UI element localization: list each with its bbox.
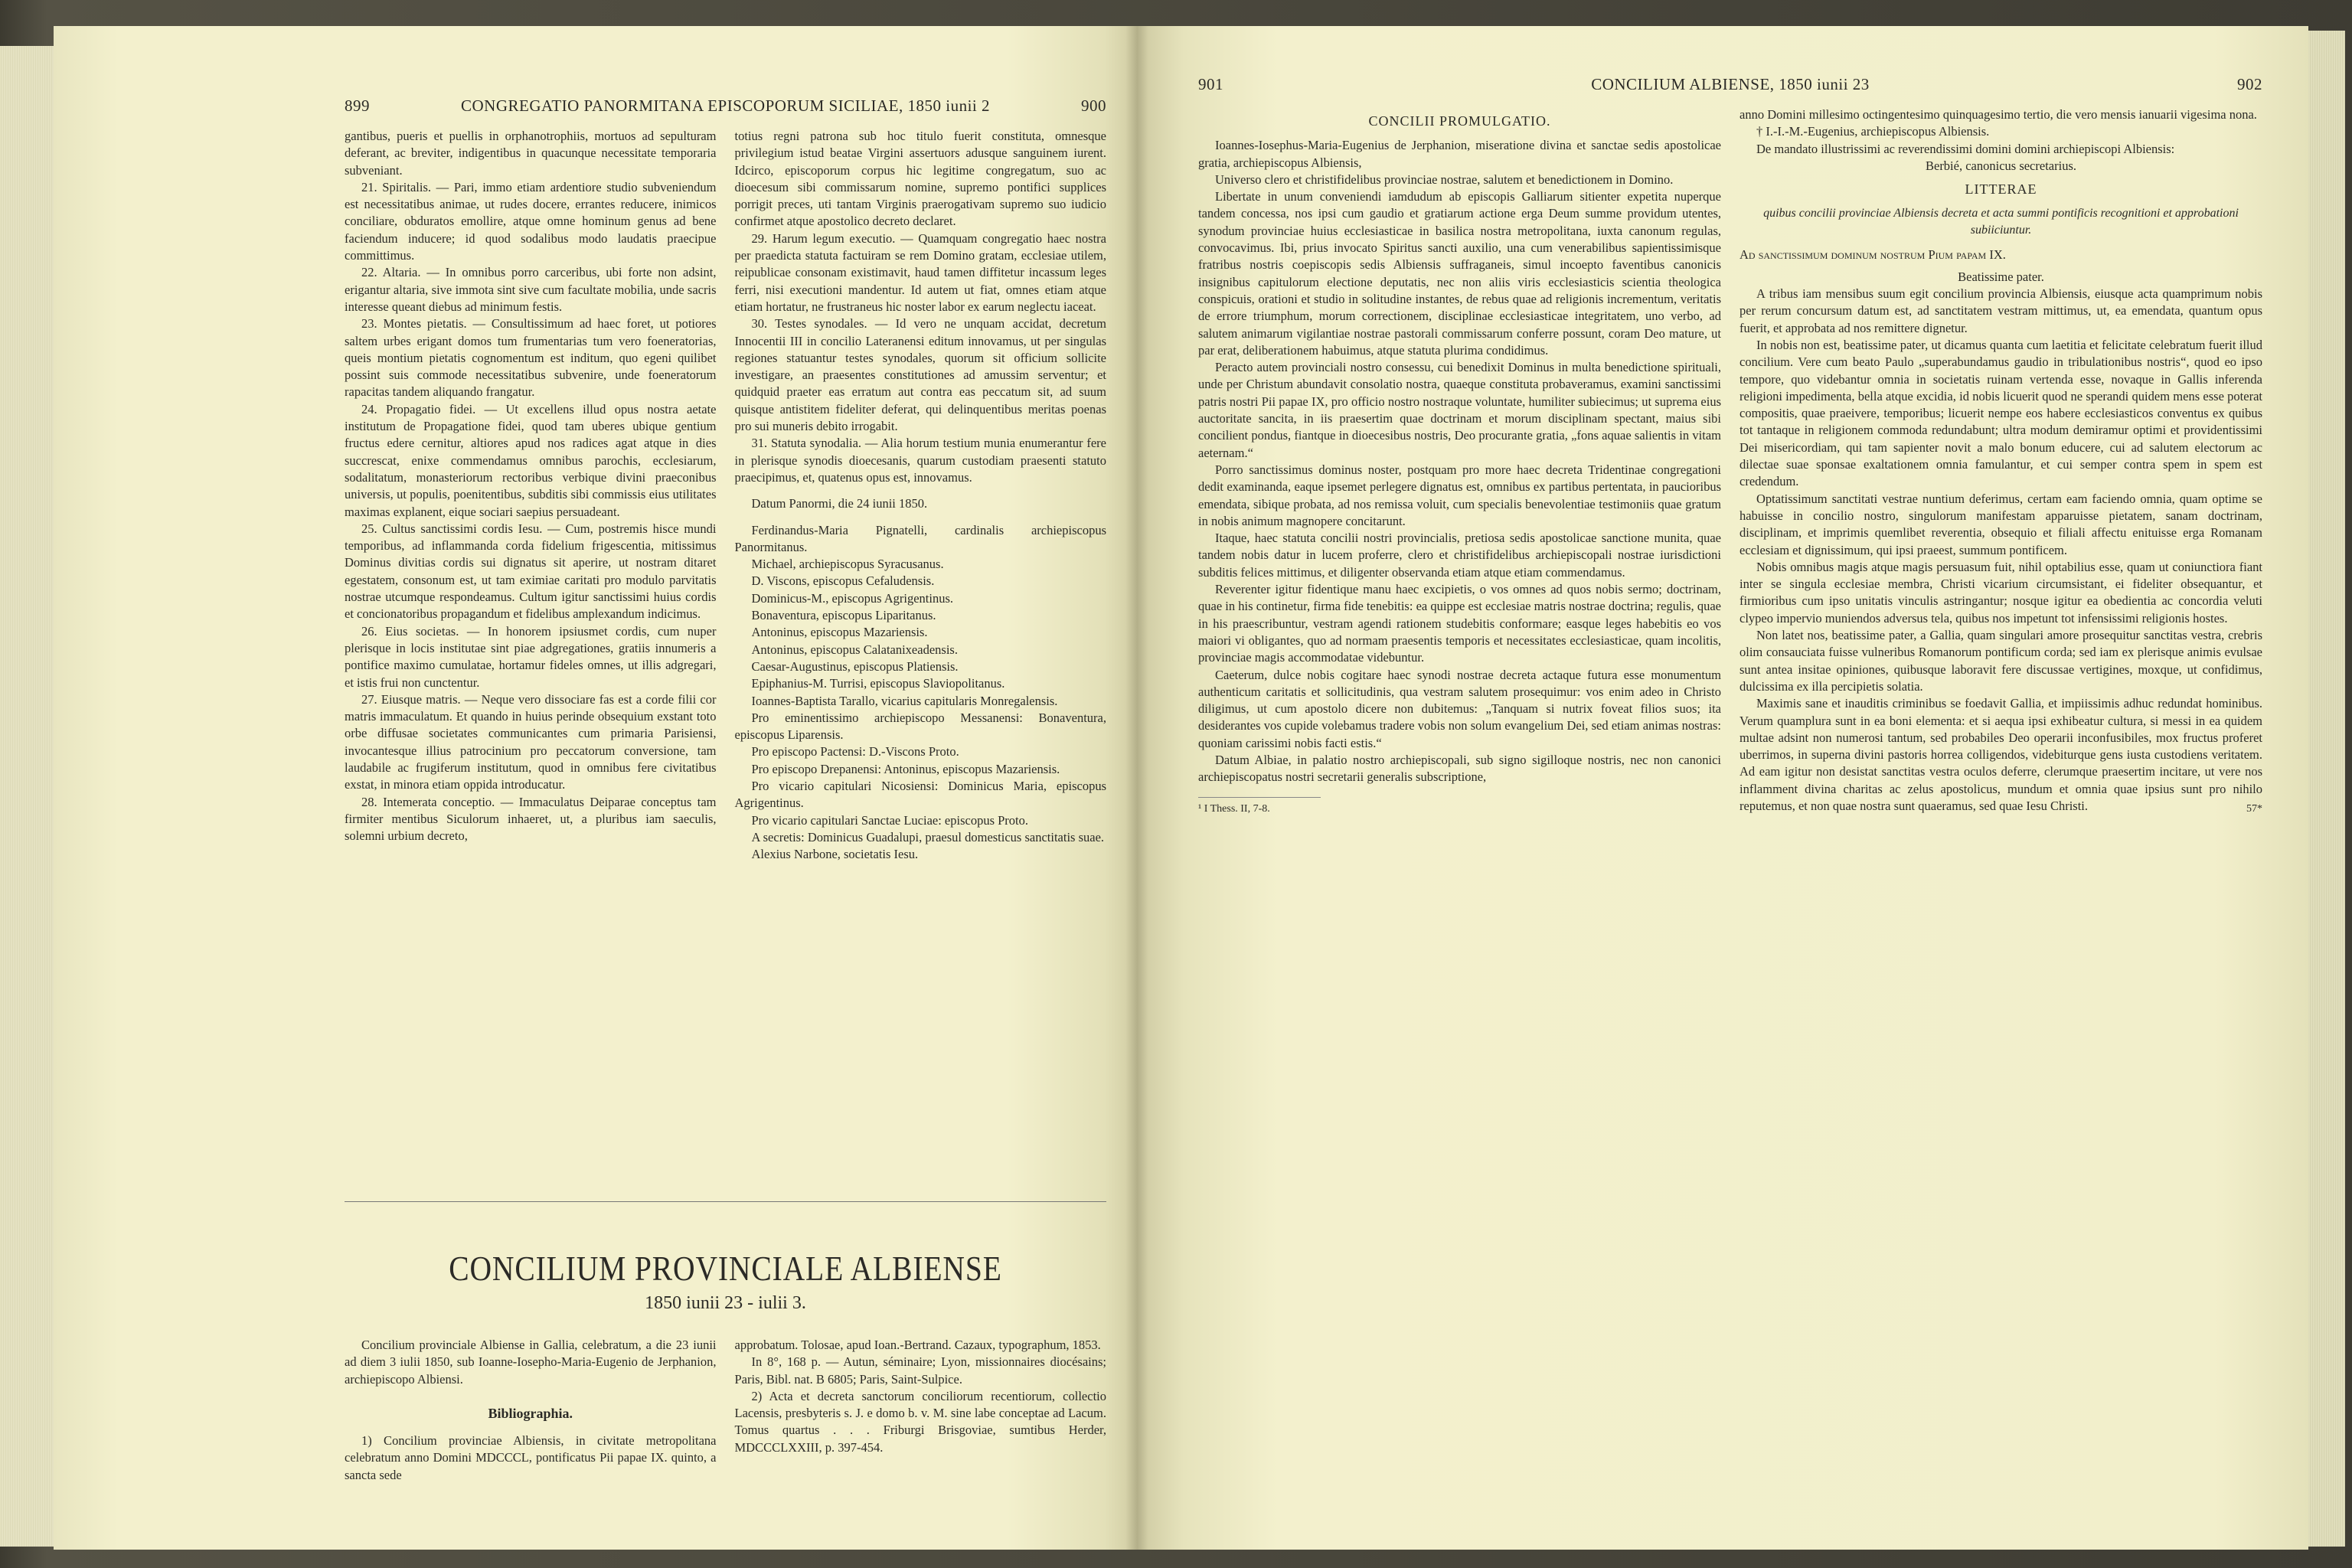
right-running-title: CONCILIUM ALBIENSE, 1850 iunii 23 <box>1591 75 1870 93</box>
signature: Berbié, canonicus secretarius. <box>1925 158 2076 173</box>
right-column-1 <box>1198 106 1721 1530</box>
paragraph: 31. Statuta synodalia. — Alia horum testium munia enumerantur fere in plerisque synodis dioecesanis, quarum custodiam praesenti statuto praecipimus, et, quatenus opus est, innovamus. <box>734 436 1106 485</box>
paragraph: 26. Eius societas. — In honorem ipsiusmet cordis, cum nuper plerisque in locis institutae sint piae adgregationes, gratiis innumeris a pontifice maximo cumulatae, hortamur fideles omnes, ut illis adgregari, et istis frui non cunctentur. <box>345 623 717 690</box>
section-date: 1850 iunii 23 - iulii 3. <box>645 1293 806 1313</box>
date-line: Datum Panormi, die 24 iunii 1850. <box>751 496 928 511</box>
left-page <box>54 26 1137 1550</box>
paragraph: 25. Cultus sanctissimi cordis Iesu. — Cum, postremis hisce mundi temporibus, ad inflammanda corda fidelium frigescentia, mitissimus Dominus divitias cordis sui dignatus sit aperire, ut nostram ditaret egestatem, consonum est, ut tam eximiae caritati pro modulo parvitatis nostrae utcumque respondeamus. Cultum igitur sanctissimi huius cordis et concionatoribus propagandum et fidelibus amplexandum indicimus. <box>345 521 717 622</box>
bibliography-item: In 8°, 168 p. — Autun, séminaire; Lyon, missionnaires diocésains; Paris, Bibl. nat. B 6805; Paris, Saint-Sulpice. <box>734 1354 1106 1387</box>
signature: Antoninus, episcopus Calatanixeadensis. <box>751 642 958 657</box>
paragraph: 30. Testes synodales. — Id vero ne unquam accidat, decretum Innocentii III in concilio Lateranensi editum innovamus, ut per singulas regiones statuantur testes synodales, quorum sit officium sollicite investigare, an praesentes constitutiones ad amussim serventur; et quidquid praeter eas erratum aut contra eas peccatum sit, ad suum quisque antistitem fideliter deferat, qui delinquentibus meritas poenas pro sui muneris debito irrogabit. <box>734 316 1106 434</box>
signature: Dominicus-M., episcopus Agrigentinus. <box>751 590 954 606</box>
paragraph: Reverenter igitur fidentique manu haec excipietis, o vos omnes ad quos nobis sermo; doctrinam, quae in his continetur, firma fide tenebitis: ea quippe est ecclesiae matris nostrae doctrina; regulis, quae in his praescribuntur, vestram agendi rationem studebitis conformare; easque leges habebitis eo vos maiori vi obligantes, quo ad normam praesentis temporis et necessitates ecclesiasticae, quam incolitis, provinciae magis accommodatae videbuntur. <box>1198 582 1721 665</box>
signature: † I.-I.-M.-Eugenius, archiepiscopus Albiensis. <box>1756 124 1990 139</box>
signature: Bonaventura, episcopus Liparitanus. <box>751 608 936 623</box>
signature: Epiphanius-M. Turrisi, episcopus Slaviopolitanus. <box>751 676 1005 691</box>
paragraph: De mandato illustrissimi ac reverendissimi domini domini archiepiscopi Albiensis: <box>1756 141 2175 156</box>
salutation: Beatissime pater. <box>1958 269 2044 284</box>
bibliography-item: 1) Concilium provinciae Albiensis, in civitate metropolitana celebratum anno Domini MDCCCL, pontificatus Pii papae IX. quinto, a sancta sede <box>345 1433 717 1482</box>
signature: Pro vicario capitulari Sanctae Luciae: episcopus Proto. <box>751 812 1029 828</box>
paragraph: 23. Montes pietatis. — Consultissimum ad haec foret, ut potiores saltem urbes erigant domos tum frumentarias tum vero foeneratorias, queis montium pietatis cognomentum est inditum, quo egeni quilibet possint suis commode necessitatibus subvenire, unde foeneratorum rapacitas tandem aliquando frangatur. <box>345 316 717 400</box>
page-signature-mark: 57* <box>2246 803 2262 815</box>
page-number-899: 899 <box>345 96 370 115</box>
paragraph: anno Domini millesimo octingentesimo quinquagesimo tertio, die vero mensis ianuarii vigesima nona. <box>1740 107 2257 122</box>
signature: A secretis: Dominicus Guadalupi, praesul domesticus sanctitatis suae. <box>751 829 1105 844</box>
promulgatio-heading: CONCILII PROMULGATIO. <box>1368 113 1551 129</box>
paragraph: 28. Intemerata conceptio. — Immaculatus Deiparae conceptus tam firmiter mentibus Siculorum inhaeret, ut, a pluribus iam saeculis, solemni urbium decreto, <box>345 794 717 844</box>
page-edges-left <box>0 46 55 1547</box>
section-title: CONCILIUM PROVINCIALE ALBIENSE <box>449 1249 1002 1288</box>
paragraph: 29. Harum legum executio. — Quamquam congregatio haec nostra per praedicta statuta factuiram se rem Domino gratam, ecclesiae utilem, reipublicae consonam existimavit, haud tamen diffitetur incassum leges ferri, nisi executioni mandentur. Id autem ut fiat, omnes etiam atque etiam hortatur, ne frustraneus hic noster labor ex earum neglectu iaceat. <box>734 230 1106 314</box>
right-column-2 <box>1740 106 2262 1530</box>
paragraph: Universo clero et christifidelibus provinciae nostrae, salutem et benedictionem in Domino. <box>1215 172 1674 187</box>
signature: Michael, archiepiscopus Syracusanus. <box>751 557 944 572</box>
paragraph: Datum Albiae, in palatio nostro archiepiscopali, sub signo sigilloque nostris, nec non canonici archiepiscopatus nostri secretarii generalis subscriptione, <box>1198 752 1721 785</box>
paragraph: Maximis sane et inauditis criminibus se foedavit Gallia, et impiissimis adhuc redundat hominibus. Verum quamplura sunt in ea boni elementa: et si aequa ipsi exhibeatur cultura, si messi in ea quidem multae adsint non numerosi tantum, sed probabiles Deo operarii inconfusibiles, mox fructus proferet uberrimos, in superna divini pastoris horrea colligendos, videbiturque gens iusta custodiens veritatem. Ad eam igitur non desistat sanctitas vestra oculos deferre, clerumque praesertim incitare, ut vere nos inflamment divina charitas ac zelus apostolicus, mundum et omnia quae ipsius sunt pro nihilo reputemus, et non quae nostra sunt quaeramus, sed quae Iesu Christi. <box>1740 696 2262 813</box>
footnote: ¹ I Thess. II, 7-8. <box>1198 797 1321 818</box>
litterae-subheading: quibus concilii provinciae Albiensis decreta et acta summi pontificis recognitioni et approbationi subiiciuntur. <box>1763 207 2239 237</box>
paragraph: Nobis omnibus magis atque magis persuasum fuit, nihil optabilius esse, quam ut coniunctiora fiant inter se singula ecclesiae membra, Christi vicarium circumsistant, ei fideliter obsequantur, et firmioribus cum ipso unitatis vinculis astringantur; nosque igitur ea obedientia ac concordia veluti clypeo impervio muniendos adversus tela, quibus nos impetunt tot infensissimi religionis hostes. <box>1740 559 2262 626</box>
litterae-heading: LITTERAE <box>1965 181 2037 198</box>
left-running-title: CONGREGATIO PANORMITANA EPISCOPORUM SICILIAE, 1850 iunii 2 <box>460 96 990 115</box>
signature: Ferdinandus-Maria Pignatelli, cardinalis archiepiscopus Panormitanus. <box>734 522 1106 554</box>
section-rule <box>345 1201 1106 1202</box>
bibliography-item: approbatum. Tolosae, apud Ioan.-Bertrand. Cazaux, typographum, 1853. <box>734 1338 1101 1352</box>
paragraph: Non latet nos, beatissime pater, a Gallia, quam singulari amore prosequitur sanctitas vestra, crebris olim consauciata fuisse vulneribus Romanorum pontificum corda; sed iam ex plerisque animis evulsae sunt antea insitae opiniones, quibusque laboravit fere discussae vertigines, moxque, ut confidimus, dulcissima ex illa percipietis solatia. <box>1740 628 2262 694</box>
signature: Pro vicario capitulari Nicosiensi: Dominicus Maria, episcopus Agrigentinus. <box>734 778 1106 811</box>
paragraph: Porro sanctissimus dominus noster, postquam pro more haec decreta Tridentinae congregationi dedit examinanda, eaque ipsemet perlegere dignatus est, omnibus ex partibus pertentata, in paucioribus emendata, sibique probata, ad nos remissa voluit, cum specialis benevolentiae testimoniis quae gratum in nobis animum magnopere concitarunt. <box>1198 462 1721 528</box>
bibliography-heading: Bibliographia. <box>488 1405 573 1421</box>
paragraph: Libertate in unum conveniendi iamdudum ab episcopis Galliarum sitienter expetita nuperque tandem concessa, nos ipsi cum gaudio et gratiarum actione erga Deum summe providum utentes, synodum provinciae huius ecclesiasticae in basilica nostra metropolitana, iuxta canonum regulas, convocavimus. Ibi, prius invocato Spiritus sancti auxilio, una cum venerabilibus sapientissimisque fratribus nostris coepiscopis sedis Albiensis suffraganeis, simul incoepto faventibus canonicis insignibus capitulorum electione deputatis, nec non aliis viris ecclesiasticis scientia theologica conspicuis, orationi et studio in solitudine instantes, de rebus quae ad religionis incrementum, veritatis de errore triumphum, morum correctionem, disciplinae ecclesiasticae integritatem, uno verbo, ad salutem animarum vigilantiae nostrae pastorali commissarum conferre possunt, coram Deo mature, ut par erat, deliberationem habuimus, atque statuta plurima condidimus. <box>1198 189 1721 358</box>
paragraph: 27. Eiusque matris. — Neque vero dissociare fas est a corde filii cor matris immaculatum. Et quando in huius perinde obsequium exstant toto orbe diffusae societates communicantes cum primaria Parisiensi, invocantesque illius patrocinium pro peccatorum conversione, tam laudabile ac frugiferum institutum, quod in omnibus fere civitatibus exstat, in minora etiam oppida introducatur. <box>345 691 717 792</box>
left-page-header <box>345 96 1106 128</box>
page-edges-right <box>2307 31 2345 1547</box>
bibliography-column-1 <box>345 1337 717 1484</box>
paragraph: A tribus iam mensibus suum egit concilium provincia Albiensis, eiusque acta quamprimum nobis per rerum concursum datum est, ad sanctitatem vestram mittimus, ut, ea emendata, quantum opus fuerit, et approbata ad nos remittere dignetur. <box>1740 286 2262 335</box>
bibliography-column-2 <box>735 1337 1107 1484</box>
right-page-header <box>1198 75 2262 106</box>
paragraph: Itaque, haec statuta concilii nostri provincialis, pretiosa sedis apostolicae sanctione munita, quae tandem nobis datur in lucem proferre, clero et christifidelibus archiepiscopali nostrae iurisdictioni subditis felices mittimus, et diligenter observanda etiam atque etiam commendamus. <box>1198 531 1721 580</box>
book-spine-shadow <box>1125 26 1148 1550</box>
bibliography-columns <box>345 1337 1106 1484</box>
paragraph: totius regni patrona sub hoc titulo fuerit constituta, omnesque privilegium istud beatae Virgini assertuors adusque sanguinem iurent. Idcirco, episcoporum corpus hic legitime congregatum, suo ac dioecesum sibi commissarum nomine, supremo pontifici supplices porrigit preces, uti tantam Virginis praerogativam supremo suo iudicio confirmet atque apostolico decreto declaret. <box>734 129 1106 229</box>
page-number-900: 900 <box>1080 96 1106 115</box>
signature: Ioannes-Baptista Tarallo, vicarius capitularis Monregalensis. <box>751 693 1058 708</box>
address-line: Ad sanctissimum dominum nostrum Pium papam IX. <box>1740 247 2006 263</box>
page-number-902: 902 <box>2237 75 2262 93</box>
paragraph: 22. Altaria. — In omnibus porro carceribus, ubi forte non adsint, erigantur altaria, sive immota sint sive cum facultate mobilia, unde sacris interesse queant diebus ad minimum festis. <box>345 265 717 314</box>
left-column-1 <box>345 128 717 1184</box>
signature: Alexius Narbone, societatis Iesu. <box>751 847 919 862</box>
right-columns <box>1198 106 2262 1530</box>
paragraph: Caeterum, dulce nobis cogitare haec synodi nostrae decreta actaque futura esse monumentum authenticum caritatis et sollicitudinis, qua vestram salutem prosequimur: vos enim adeo in Christo diligimus, ut cum apostolo dicere non dubitemus: „Tanquam si nutrix foveat filios suos; ita desiderantes vos cupide volebamus tradere vobis non solum evangelium Dei, sed etiam animas nostras: quoniam carissimi nobis facti estis.“ <box>1198 667 1721 750</box>
signature: Pro eminentissimo archiepiscopo Messanensi: Bonaventura, episcopus Liparensis. <box>734 710 1106 743</box>
intro-paragraph: Concilium provinciale Albiense in Gallia, celebratum, a die 23 iunii ad diem 3 iulii 1850, sub Ioanne-Iosepho-Maria-Eugenio de Jerphanion, archiepiscopo Albiensi. <box>345 1338 717 1387</box>
signature: Pro episcopo Drepanensi: Antoninus, episcopus Mazariensis. <box>751 761 1060 776</box>
paragraph: 21. Spiritalis. — Pari, immo etiam ardentiore studio subveniendum est necessitatibus animae, ut rudes docere, errantes reducere, inimicos conciliare, obduratos emollire, atque omne hominum genus ad bene faciendum inducere; id quod sodalibus modo laudatis praecipue committimus. <box>345 179 717 263</box>
signature: D. Viscons, episcopus Cefaludensis. <box>751 573 935 589</box>
signature: Pro episcopo Pactensi: D.-Viscons Proto. <box>751 744 959 760</box>
paragraph: Optatissimum sanctitati vestrae nuntium deferimus, certam eam faciendo omnia, quam optime se habuisse in concilio nostro, singulorum manifestam apparuisse pietatem, sanam doctrinam, disciplinam, et imprimis quemlibet reverentia, obsequio et filiali affectu enituisse erga Romanam ecclesiam et dignissimum, qui ipsi praeest, summum pontificem. <box>1740 491 2262 557</box>
signature: Caesar-Augustinus, episcopus Platiensis. <box>751 658 959 674</box>
left-columns <box>345 128 1106 1184</box>
signature: Antoninus, episcopus Mazariensis. <box>751 625 928 640</box>
right-page <box>1137 26 2308 1550</box>
paragraph: gantibus, pueris et puellis in orphanotrophiis, mortuos ad sepulturam deferant, ac breviter, indigentibus in quacunque necessitate temporaria subveniant. <box>345 129 717 178</box>
page-number-901: 901 <box>1198 75 1223 93</box>
bibliography-item: 2) Acta et decreta sanctorum conciliorum recentiorum, collectio Lacensis, presbyteris s. J. e domo b. v. M. sine labe conceptae ad Lacum. Tomus quartus . . . Friburgi Brisgoviae, sumtibus Herder, MDCCCLXXIII, p. 397-454. <box>734 1388 1106 1455</box>
paragraph: 24. Propagatio fidei. — Ut excellens illud opus nostra aetate institutum de Propagatione fidei, quod tam uberes ubique gentium fructus edere cernitur, altiores apud nos radices agat atque in dies succrescat, enixe commendamus omnibus parochis, ecclesiarum, sodalitatum, monasteriorum rectoribus verbique divini praeconibus universis, ut populis, poenitentibus, subditis sibi commissis eius utilitates maximas explanent, eique sociari saepius persuadeant. <box>345 401 717 519</box>
paragraph: In nobis non est, beatissime pater, ut dicamus quanta cum laetitia et felicitate celebratum fuerit illud concilium. Vere cum beato Paulo „superabundamus gaudio in tribulationibus nostris“, quod eo ipso tempore, quo videbantur omnia in societatis ruinam vertenda esse, novaque in Gallis inferenda religioni impedimenta, bella atque excidia, id nobis licuerit quod ne sperandi quidem mens esse poterat compositis, quae praeivere, temporibus; licuerit nempe eos habere ecclesiasticos conventus ex quibus tot tantaque in religionem commoda redundabunt; ultra modum demiramur optimi et providentissimi Dei misericordiam, qui tam sapienter novit a malo bonum educere, cui ad salutem electorum ac dilectae suae sponsae exaltationem omnia famulantur, et cui semper contra spem in spem est credendum. <box>1740 337 2262 489</box>
left-column-2 <box>735 128 1107 1184</box>
paragraph: Ioannes-Iosephus-Maria-Eugenius de Jerphanion, miseratione divina et sanctae sedis apostolicae gratia, archiepiscopus Albiensis, <box>1198 138 1721 170</box>
paragraph: Peracto autem provinciali nostro consessu, cui benedixit Dominus in multa benedictione spirituali, unde per Christum abundavit consolatio nostra, quaeque constituta probaveramus, examini sanctissimi patris nostri Pii papae IX, pro officio nostro nostraque voluntate, humiliter subiecimus; ut supremа eius auctoritate sancita, in iis praesertim quae doctrinam et morum disciplinam spectant, maius sibi concilient pondus, fiantque in dioecesibus nostris, Deo procurante gratia, „fons aquae salientis in vitam aeternam.“ <box>1198 360 1721 460</box>
